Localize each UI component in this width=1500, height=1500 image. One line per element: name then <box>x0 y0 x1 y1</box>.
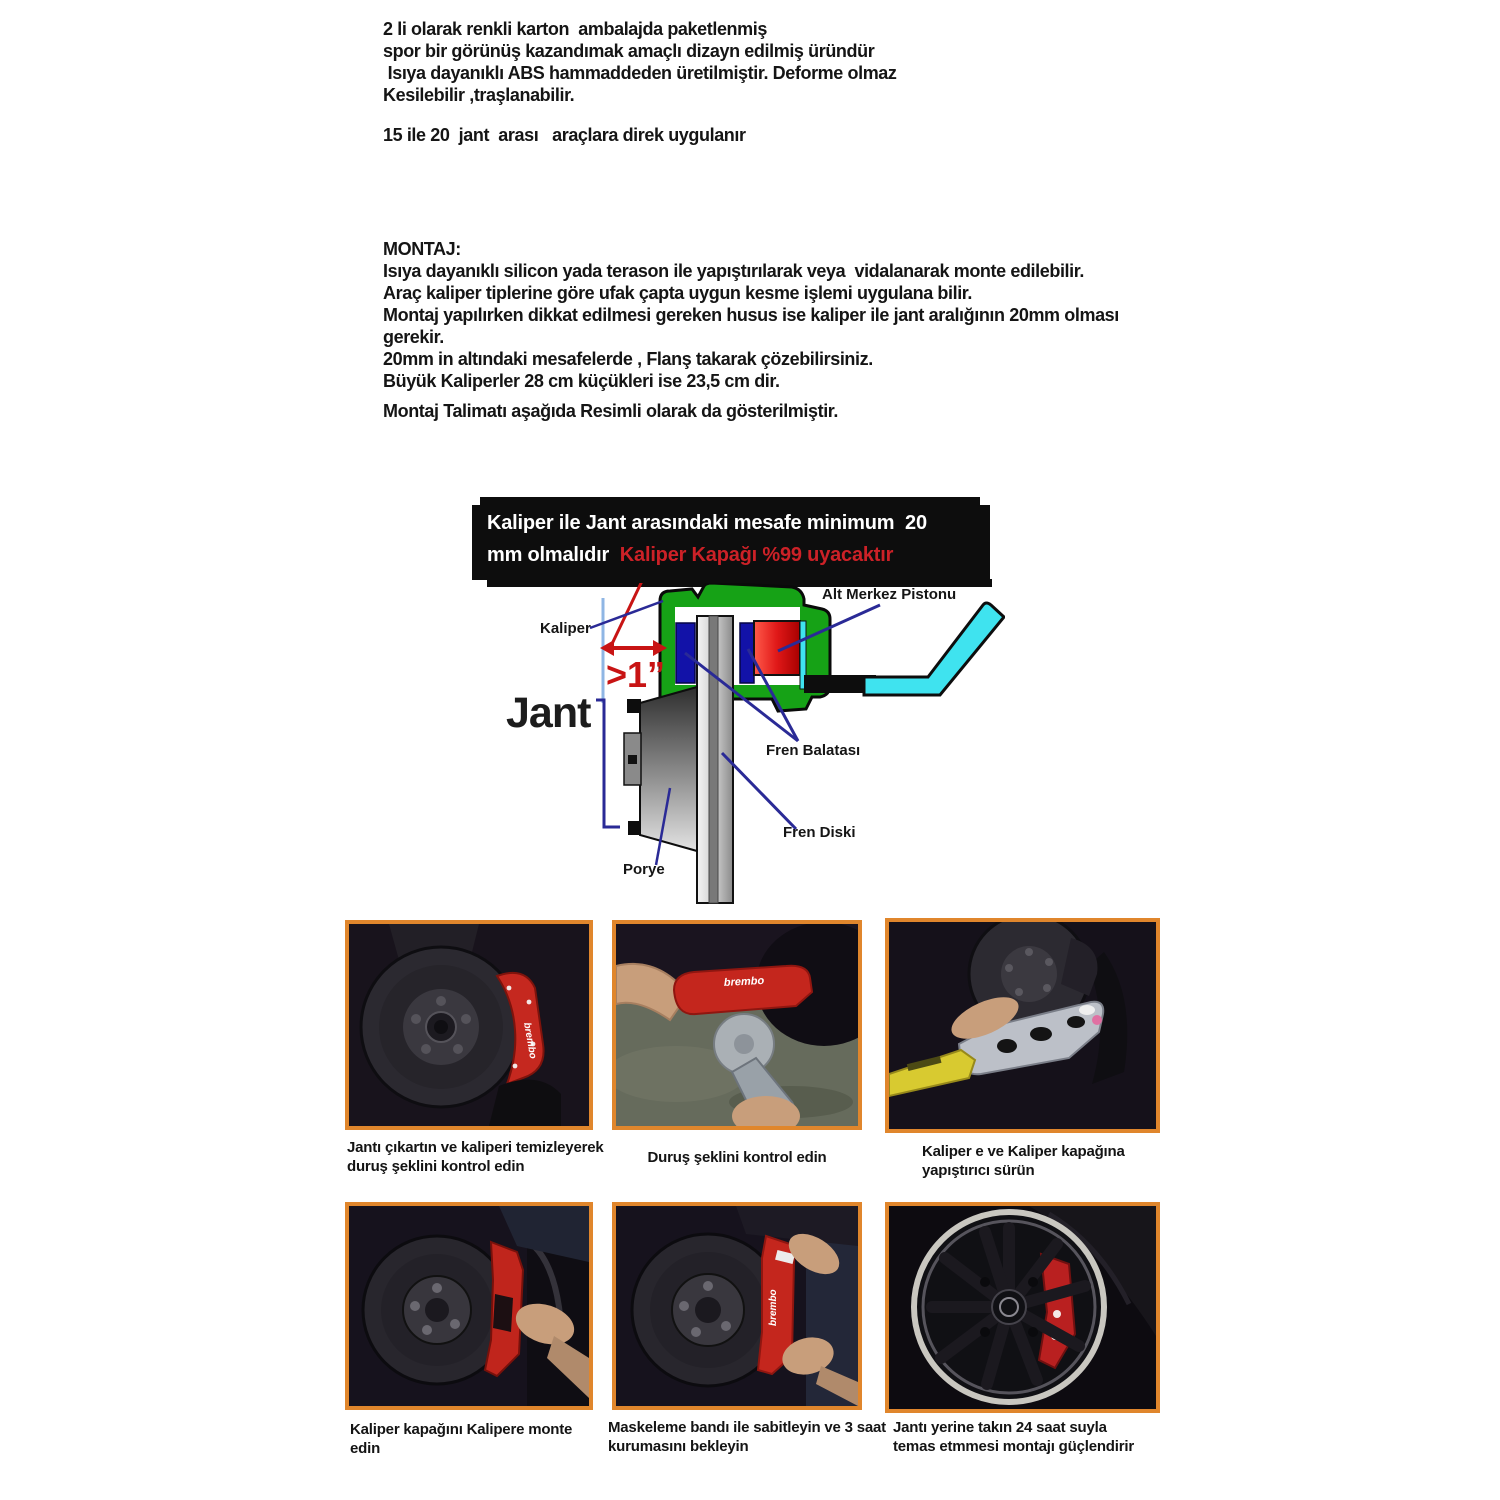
hub-bolt <box>628 755 637 764</box>
caliper-arm <box>864 603 1004 695</box>
banner-top-step <box>480 497 980 506</box>
step2-photo <box>612 920 862 1130</box>
tire-shadow <box>489 1080 561 1126</box>
step6-photo <box>885 1202 1160 1413</box>
caliper-opening <box>493 1294 513 1332</box>
brake-pad-right <box>740 623 754 683</box>
montaj-line: Araç kaliper tiplerine göre ufak çapta uygun kesme işlemi uygulana bilir. <box>383 283 973 303</box>
wheel-stud-top <box>627 699 641 713</box>
porye-label: Porye <box>623 861 665 878</box>
brembo-logo-text: brembo <box>768 1289 779 1326</box>
caliper-diagram-svg <box>460 583 1005 908</box>
intro-line: Isıya dayanıklı ABS hammaddeden üretilmiştir. Deforme olmaz <box>383 63 897 83</box>
brembo-logo-text: brembo <box>521 1021 539 1060</box>
step4-caption: Kaliper kapağını Kalipere monte edin <box>350 1421 573 1457</box>
kaliper-label: Kaliper <box>540 620 591 637</box>
warning-banner <box>472 505 990 580</box>
piston <box>754 621 800 675</box>
caliper-diagram <box>460 583 1005 908</box>
step6-scene <box>889 1206 1156 1409</box>
kaliper-pointer <box>590 601 663 628</box>
step4-photo <box>345 1202 593 1410</box>
center-cap <box>992 1290 1026 1324</box>
montaj-line: Montaj yapılırken dikkat edilmesi gereken husus ise kaliper ile jant aralığının 20mm olması <box>383 305 1119 325</box>
montaj-heading: MONTAJ: <box>383 239 461 259</box>
step1-scene <box>349 924 589 1126</box>
hub <box>640 687 697 851</box>
intro-line: 2 li olarak renkli karton ambalajda paketlenmiş <box>383 19 767 39</box>
banner-line2 <box>487 544 893 567</box>
step1-photo <box>345 920 593 1130</box>
banner-line2-white: mm olmalıdır <box>487 544 620 566</box>
step5-scene <box>616 1206 858 1406</box>
step4-scene <box>349 1206 589 1406</box>
brembo-logo-text: brembo <box>723 974 765 989</box>
step1-caption: Jantı çıkartın ve kaliperi temizleyerek duruş şeklini kontrol edin <box>347 1139 604 1175</box>
brake-disc-vent <box>709 616 718 903</box>
montaj-footer-text: Montaj Talimatı aşağıda Resimli olarak da gösterilmiştir. <box>383 401 839 421</box>
fren-balatasi-label: Fren Balatası <box>766 742 861 759</box>
step3-caption: Kaliper e ve Kaliper kapağına yapıştırıcı sürün <box>922 1143 1125 1179</box>
intro-paragraph <box>383 18 1183 106</box>
banner-line1: Kaliper ile Jant arasındaki mesafe minimum 20 <box>487 512 927 534</box>
step3-photo <box>885 918 1160 1133</box>
intro-line: Kesilebilir ,traşlanabilir. <box>383 85 575 105</box>
jant-label: Jant <box>506 689 591 737</box>
jant-bracket <box>596 700 620 827</box>
step5-photo <box>612 1202 862 1410</box>
gap-distance-label: >1” <box>606 654 666 695</box>
montaj-section <box>383 238 1203 392</box>
step2-caption: Duruş şeklini kontrol edin <box>647 1149 827 1166</box>
montaj-line: 20mm in altındaki mesafelerde , Flanş takarak çözebilirsiniz. <box>383 349 873 369</box>
montaj-line: Büyük Kaliperler 28 cm küçükleri ise 23,5 cm dir. <box>383 371 780 391</box>
wheel-stud-bottom <box>628 821 641 835</box>
red-caliper-cover <box>674 966 812 1014</box>
fitment-line <box>383 124 1083 146</box>
fitment-text: 15 ile 20 jant arası araçlara direk uygulanır <box>383 125 746 145</box>
montaj-footer <box>383 400 1083 422</box>
banner-line2-red: Kaliper Kapağı %99 uyacaktır <box>619 544 894 566</box>
intro-line: spor bir görünüş kazandımak amaçlı dizayn edilmiş üründür <box>383 41 875 61</box>
montaj-line: Isıya dayanıklı silicon yada terason ile yapıştırılarak veya vidalanarak monte edilebilir. <box>383 261 1084 281</box>
step5-caption: Maskeleme bandı ile sabitleyin ve 3 saat kurumasını bekleyin <box>608 1419 886 1455</box>
fren-diski-label: Fren Diski <box>783 824 856 841</box>
step6-caption: Jantı yerine takın 24 saat suyla temas etmmesi montajı güçlendirir <box>893 1419 1134 1455</box>
montaj-line: gerekir. <box>383 327 444 347</box>
step3-scene <box>889 922 1156 1129</box>
alt-merkez-pistonu-label: Alt Merkez Pistonu <box>822 586 957 603</box>
step2-scene <box>616 924 858 1126</box>
